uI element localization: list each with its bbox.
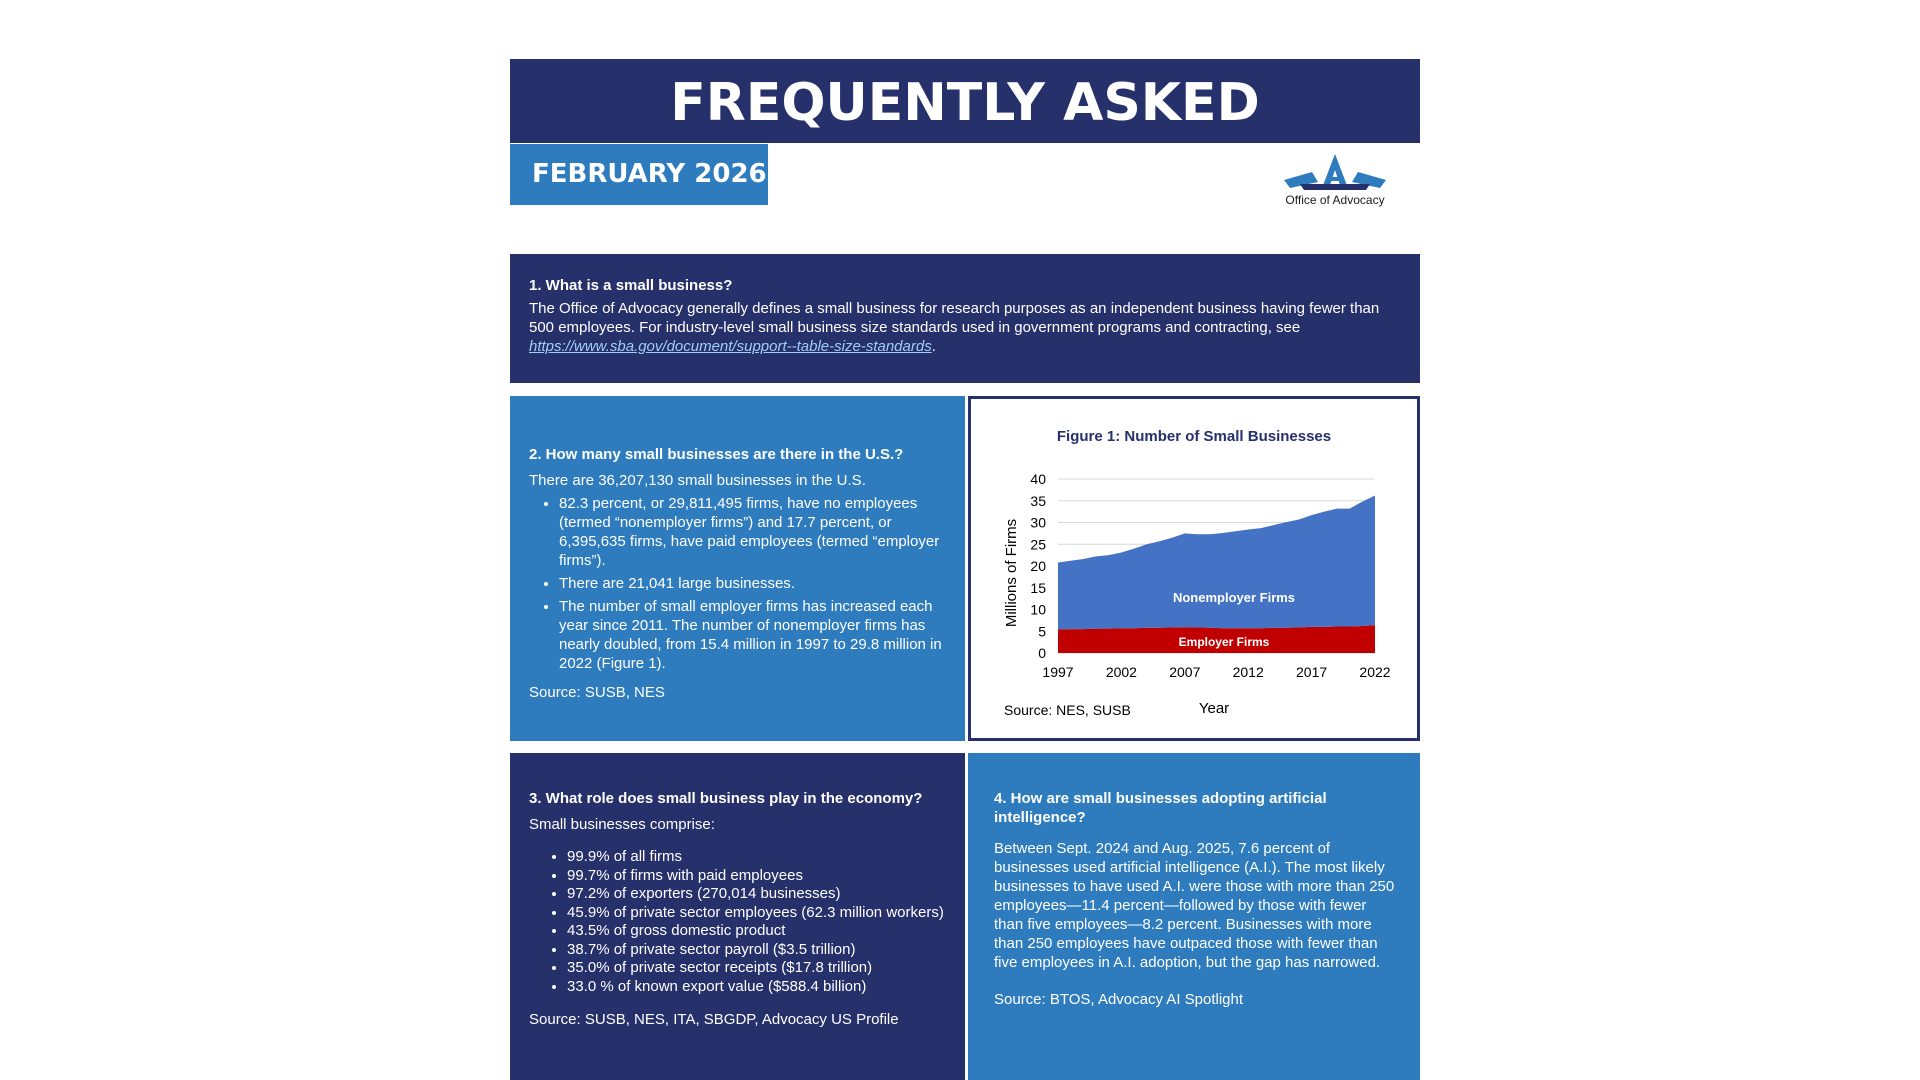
x-axis-label: Year <box>1198 700 1230 717</box>
x-tick-label: 2007 <box>1169 664 1201 680</box>
source-note: Source: SUSB, NES, ITA, SBGDP, Advocacy US Profile <box>529 1011 899 1028</box>
answer-bullets <box>529 494 946 673</box>
x-tick-label: 1997 <box>1042 664 1074 680</box>
list-item: • 33.0 % of known export value ($588.4 billion) <box>567 978 946 997</box>
date-badge: FEBRUARY 2026 <box>510 144 768 205</box>
y-tick-labels <box>1030 471 1046 661</box>
x-tick-label: 2012 <box>1232 664 1264 680</box>
y-tick-label: 0 <box>1038 645 1046 661</box>
answer-text: The Office of Advocacy generally defines a small business for research purposes as an independent business having fewer than 500 employees. For industry-level small business size standards used in government programs and contracting, see https://www.sba.gov/document/support--table-size-standards. <box>529 300 1380 355</box>
x-tick-label: 2022 <box>1359 664 1391 680</box>
list-item: • 97.2% of exporters (270,014 businesses) <box>567 885 946 904</box>
y-tick-label: 10 <box>1030 601 1046 618</box>
chart-title: Figure 1: Number of Small Businesses <box>1056 428 1332 445</box>
faq-panel-2 <box>510 396 965 741</box>
answer-bullets <box>529 848 946 996</box>
chart-source: Source: NES, SUSB <box>1004 702 1131 718</box>
x-tick-label: 2002 <box>1105 664 1137 680</box>
y-tick-label: 25 <box>1030 536 1046 553</box>
faq-panel-3 <box>510 753 965 1080</box>
figure-1-chart <box>968 396 1420 741</box>
list-item: • The number of small employer firms has increased each year since 2011. The number of nonemployer firms has nearly doubled, from 15.4 million in 1997 to 29.8 million in 2022 (Figure 1). <box>559 597 946 673</box>
series-label-nonemployer: Nonemployer Firms <box>1172 590 1296 605</box>
y-tick-label: 5 <box>1038 623 1046 640</box>
list-item: • 35.0% of private sector receipts ($17.8 trillion) <box>567 959 946 978</box>
x-tick-labels <box>1042 664 1390 680</box>
source-note: Source: SUSB, NES <box>529 684 665 701</box>
list-item: • 43.5% of gross domestic product <box>567 922 946 941</box>
list-item: • 82.3 percent, or 29,811,495 firms, have no employees (termed “nonemployer firms”) and 17.7 percent, or 6,395,635 firms, have paid employees (termed “employer firms”). <box>559 494 946 570</box>
question-heading: 2. How many small businesses are there in the U.S.? <box>529 446 904 463</box>
nonemployer-firms-area <box>1058 496 1375 630</box>
list-item: • 45.9% of private sector employees (62.3 million workers) <box>567 904 946 923</box>
y-tick-label: 40 <box>1030 471 1046 487</box>
series-label-employer: Employer Firms <box>1178 635 1270 649</box>
list-item: • 38.7% of private sector payroll ($3.5 trillion) <box>567 941 946 960</box>
y-tick-label: 35 <box>1030 492 1046 509</box>
y-tick-label: 30 <box>1030 514 1046 531</box>
faq-panel-1 <box>510 254 1420 383</box>
page-title: FREQUENTLY ASKED QUESTIONS <box>670 73 1260 221</box>
question-heading: 3. What role does small business play in the economy? <box>529 790 923 807</box>
y-tick-label: 15 <box>1030 579 1046 596</box>
size-standards-link[interactable]: https://www.sba.gov/document/support--table-size-standards <box>529 338 932 355</box>
logo-caption: Office of Advocacy <box>1285 193 1385 207</box>
question-heading: 1. What is a small business? <box>529 277 733 294</box>
answer-text: Between Sept. 2024 and Aug. 2025, 7.6 percent of businesses used artificial intelligence (A.I.). The most likely businesses to have used A.I. were those with more than 250 employees—11.4 percent—followed by those with fewer than five employees—8.2 percent. Businesses with more than 250 employees have outpaced those with fewer than five employees in A.I. adoption, but the gap has narrowed. <box>994 840 1395 971</box>
list-item: • 99.7% of firms with paid employees <box>567 867 946 886</box>
x-tick-label: 2017 <box>1296 664 1328 680</box>
area-chart <box>971 399 1417 738</box>
source-note: Source: BTOS, Advocacy AI Spotlight <box>994 991 1244 1008</box>
question-heading: 4. How are small businesses adopting artificial intelligence? <box>994 790 1327 826</box>
answer-intro: There are 36,207,130 small businesses in the U.S. <box>529 472 866 489</box>
list-item: • 99.9% of all firms <box>567 848 946 867</box>
faq-panel-4 <box>968 753 1420 1080</box>
y-tick-label: 20 <box>1030 558 1046 574</box>
area-series <box>1058 496 1375 653</box>
answer-intro: Small businesses comprise: <box>529 816 715 833</box>
y-axis-label: Millions of Firms <box>1003 518 1020 628</box>
list-item: • There are 21,041 large businesses. <box>559 574 946 593</box>
